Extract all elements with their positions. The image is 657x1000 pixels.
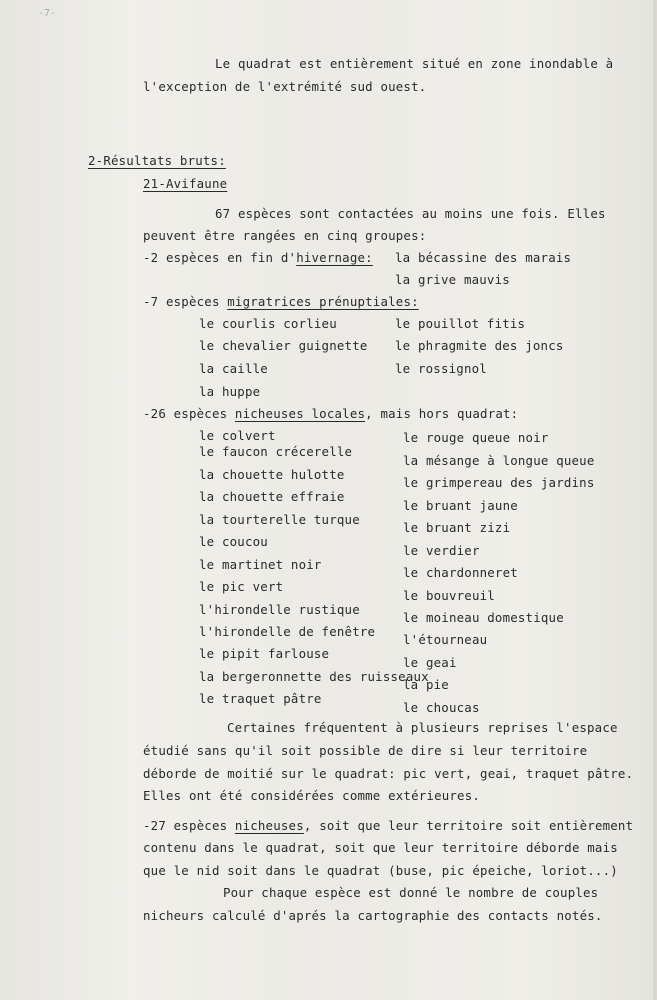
species-item: la chouette hulotte: [199, 467, 345, 482]
species-item: le pic vert: [199, 579, 284, 594]
paragraph-3-line-1: Pour chaque espèce est donné le nombre de couples: [223, 885, 599, 900]
species-item: le verdier: [403, 543, 480, 558]
paragraph-1-line-1: 67 espèces sont contactées au moins une fois. Elles: [215, 206, 606, 221]
species-item: l'étourneau: [403, 632, 488, 647]
species-item: le bouvreuil: [403, 588, 495, 603]
species-item: le rossignol: [395, 361, 487, 376]
species-item: l'hirondelle de fenêtre: [199, 624, 376, 639]
species-item: le courlis corlieu: [199, 316, 337, 331]
nicheuses-line-3: que le nid soit dans le quadrat (buse, pic épeiche, loriot...): [143, 863, 618, 878]
group-nicheuses-locales-header: [143, 406, 518, 422]
species-item: la bergeronnette des ruisseaux: [199, 669, 429, 684]
intro-line-2: l'exception de l'extrémité sud ouest.: [143, 79, 427, 94]
group-underlined-label: nicheuses locales: [234, 406, 366, 421]
section-subheading: 21-Avifaune: [143, 176, 228, 191]
group-suffix: , mais hors quadrat:: [365, 406, 519, 421]
species-item: le chardonneret: [403, 565, 518, 580]
species-item: le moineau domestique: [403, 610, 564, 625]
species-item: la tourterelle turque: [199, 512, 360, 527]
species-item: le geai: [403, 655, 457, 670]
group-prefix: -27 espèces: [143, 818, 235, 833]
species-item: le rouge queue noir: [403, 430, 549, 445]
species-item: le phragmite des joncs: [395, 338, 564, 353]
species-item: la pie: [403, 677, 449, 692]
species-item: la bécassine des marais: [395, 250, 572, 265]
species-item: la mésange à longue queue: [403, 453, 595, 468]
paragraph-3-line-2: nicheurs calculé d'aprés la cartographie des contacts notés.: [143, 908, 603, 923]
species-item: le chevalier guignette: [199, 338, 368, 353]
species-item: le faucon crécerelle: [199, 444, 353, 459]
species-item: le colvert: [199, 428, 276, 443]
species-item: la grive mauvis: [395, 272, 510, 287]
species-item: le pipit farlouse: [199, 646, 330, 661]
species-item: la huppe: [199, 384, 261, 399]
species-item: le pouillot fitis: [395, 316, 526, 331]
paragraph-2-line-3: déborde de moitié sur le quadrat: pic vert, geai, traquet pâtre.: [143, 766, 634, 781]
page-edge: [653, 0, 657, 1000]
intro-line-1: Le quadrat est entièrement situé en zone inondable à: [215, 56, 614, 71]
group-prefix: -7 espèces: [143, 294, 228, 309]
section-heading: 2-Résultats bruts:: [88, 153, 226, 168]
species-item: le bruant zizi: [403, 520, 511, 535]
species-item: le grimpereau des jardins: [403, 475, 595, 490]
paragraph-2-line-1: Certaines fréquentent à plusieurs reprises l'espace: [227, 720, 618, 735]
nicheuses-line-2: contenu dans le quadrat, soit que leur territoire déborde mais: [143, 840, 618, 855]
group-prefix: -2 espèces en fin d': [143, 250, 297, 265]
group-migratrices-header: [143, 294, 419, 310]
paragraph-2-line-4: Elles ont été considérées comme extérieures.: [143, 788, 481, 803]
species-item: l'hirondelle rustique: [199, 602, 360, 617]
species-item: le coucou: [199, 534, 268, 549]
group-underlined-label: hivernage:: [296, 250, 373, 265]
species-item: le bruant jaune: [403, 498, 518, 513]
group-hivernage-header: [143, 250, 373, 266]
species-item: la caille: [199, 361, 268, 376]
group-prefix: -26 espèces: [143, 406, 235, 421]
group-underlined-label: migratrices prénuptiales:: [227, 294, 419, 309]
species-item: la chouette effraie: [199, 489, 345, 504]
paragraph-2-line-2: étudié sans qu'il soit possible de dire si leur territoire: [143, 743, 588, 758]
species-item: le traquet pâtre: [199, 691, 322, 706]
species-item: le martinet noir: [199, 557, 322, 572]
group-nicheuses-header: [143, 818, 633, 834]
species-item: le choucas: [403, 700, 480, 715]
page-number: -7-: [38, 8, 57, 19]
group-underlined-label: nicheuses: [234, 818, 304, 833]
group-suffix: , soit que leur territoire soit entièrement: [303, 818, 634, 833]
paragraph-1-line-2: peuvent être rangées en cinq groupes:: [143, 228, 427, 243]
